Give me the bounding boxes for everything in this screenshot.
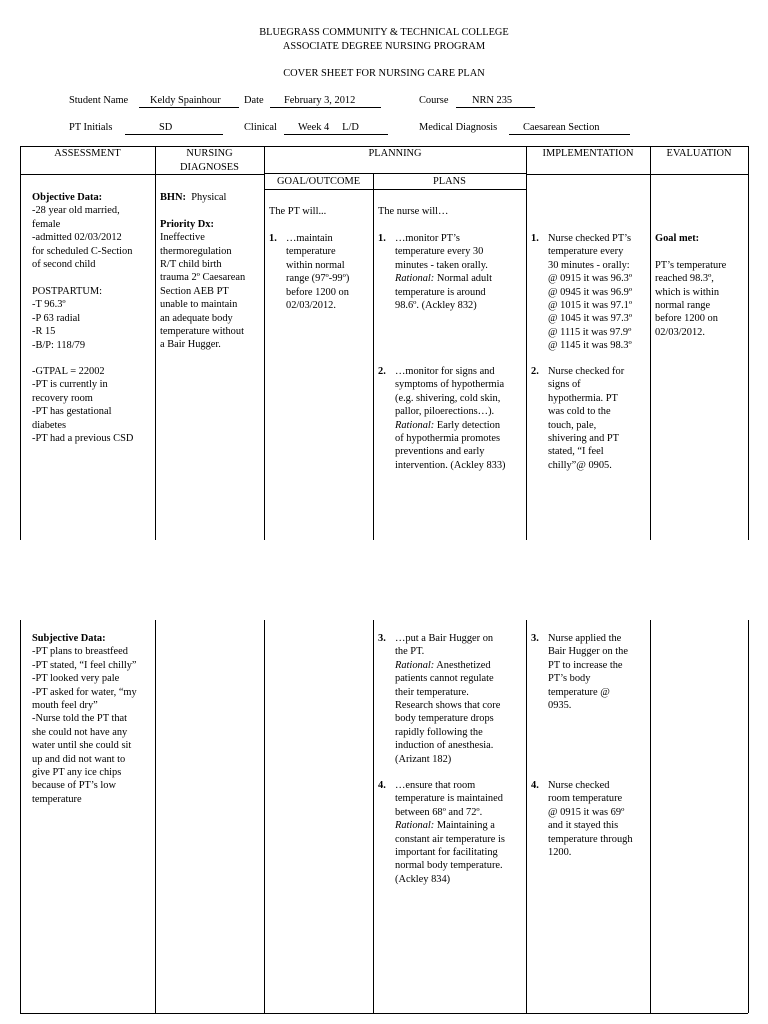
col-divider <box>650 146 651 540</box>
implementation-line: hypothermia. PT <box>548 392 618 404</box>
goal-line: before 1200 on <box>286 286 349 298</box>
planning-subheader-border <box>264 173 526 174</box>
bhn-value: Physical <box>191 192 227 203</box>
plan-number: 1. <box>378 233 386 244</box>
implementation-line: was cold to the <box>548 406 611 418</box>
rational-line: constant air temperature is <box>395 833 505 845</box>
implementation-line: stated, “I feel <box>548 446 604 458</box>
col-header-plans: PLANS <box>433 176 466 187</box>
col-divider <box>526 146 527 540</box>
implementation-number: 3. <box>531 633 539 644</box>
plan-line: symptoms of hypothermia <box>395 379 505 391</box>
subjective-line: -Nurse told the PT that <box>32 713 128 725</box>
program-name: ASSOCIATE DEGREE NURSING PROGRAM <box>282 41 486 52</box>
rational-line: 98.6º. (Ackley 832) <box>395 300 477 312</box>
objective-line: female <box>32 218 61 230</box>
pt-initials-value: SD <box>125 121 223 135</box>
rational-line: rapidly following the <box>395 726 483 738</box>
college-name: BLUEGRASS COMMUNITY & TECHNICAL COLLEGE <box>259 27 509 38</box>
rational-line: Early detection <box>436 419 501 431</box>
implementation-line: temperature @ <box>548 686 610 698</box>
col-header-diagnoses: DIAGNOSES <box>180 162 239 173</box>
rational-line: Normal adult <box>436 273 492 285</box>
col-divider <box>20 146 21 540</box>
implementation-line: @ 1115 it was 97.9º <box>548 326 632 338</box>
col-divider <box>264 146 265 540</box>
implementation-line: PT’s body <box>548 673 591 685</box>
rational-line: intervention. (Ackley 833) <box>395 459 506 471</box>
vital-sign: -T 96.3º <box>32 299 66 311</box>
plan-line: temperature is maintained <box>395 793 503 805</box>
table-bottom-border <box>20 1013 748 1014</box>
rational-line: (Arizant 182) <box>395 753 452 765</box>
implementation-line: and it stayed this <box>548 820 619 832</box>
history-line: diabetes <box>32 419 67 431</box>
col-header-evaluation: EVALUATION <box>666 148 732 159</box>
goal-line: temperature <box>286 246 336 258</box>
plan-line: pallor, piloerections…). <box>395 406 495 418</box>
implementation-number: 4. <box>531 780 539 791</box>
page-title: COVER SHEET FOR NURSING CARE PLAN <box>283 68 485 79</box>
history-line: -PT has gestational <box>32 406 112 418</box>
implementation-line: touch, pale, <box>548 419 597 431</box>
implementation-line: Bair Hugger on the <box>548 646 628 658</box>
priority-line: R/T child birth <box>160 259 222 271</box>
plan-line: minutes - taken orally. <box>395 259 488 271</box>
rational-line: induction of anesthesia. <box>395 740 494 752</box>
implementation-line: chilly”@ 0905. <box>548 459 612 471</box>
col-divider <box>155 146 156 540</box>
implementation-line: @ 0915 it was 69º <box>548 806 625 818</box>
rational-line: (Ackley 834) <box>395 873 451 885</box>
pt-initials-label: PT Initials <box>69 122 113 133</box>
plan-number: 2. <box>378 366 386 377</box>
plan-line: …monitor for signs and <box>395 366 495 377</box>
subjective-line: mouth feel dry” <box>32 700 98 712</box>
col-divider <box>155 620 156 1013</box>
subjective-line: -PT stated, “I feel chilly” <box>32 659 137 671</box>
date-label: Date <box>244 95 264 106</box>
rational-line: temperature is around <box>395 286 486 298</box>
plans-intro: The nurse will… <box>378 206 449 217</box>
goal-line: 02/03/2012. <box>286 300 336 312</box>
bhn-label: BHN: <box>160 192 186 203</box>
implementation-line: 1200. <box>548 847 572 859</box>
subjective-heading: Subjective Data: <box>32 633 106 644</box>
evaluation-line: reached 98.3º, <box>655 273 714 285</box>
clinical-label: Clinical <box>244 122 277 133</box>
priority-heading: Priority Dx: <box>160 218 214 230</box>
col-divider <box>373 173 374 540</box>
rational-line: Anesthetized <box>436 659 491 671</box>
objective-line: for scheduled C-Section <box>32 245 133 257</box>
plan-number: 4. <box>378 780 386 791</box>
priority-line: trauma 2º Caesarean <box>160 272 246 284</box>
diagnosis-label: Medical Diagnosis <box>419 122 498 133</box>
postpartum-heading: POSTPARTUM: <box>32 286 103 297</box>
implementation-line: Nurse applied the <box>548 633 622 644</box>
rational-label: Rational: <box>395 273 435 285</box>
priority-line: a Bair Hugger. <box>160 339 221 351</box>
evaluation-line: which is within <box>655 286 720 298</box>
implementation-line: @ 1045 it was 97.3º <box>548 313 633 325</box>
vital-sign: -R 15 <box>32 326 56 338</box>
evaluation-line: PT’s temperature <box>655 259 727 271</box>
header-bottom-border-right <box>526 174 748 175</box>
implementation-line: Nurse checked for <box>548 366 625 377</box>
implementation-line: @ 1145 it was 98.3º <box>548 340 632 352</box>
goal-number: 1. <box>269 233 277 244</box>
subjective-line: because of PT’s low <box>32 780 116 792</box>
rational-line: preventions and early <box>395 446 485 458</box>
plan-line: (e.g. shivering, cold skin, <box>395 392 501 404</box>
rational-line: Research shows that core <box>395 700 501 712</box>
student-name-value: Keldy Spainhour <box>139 94 239 108</box>
objective-heading: Objective Data: <box>32 192 103 203</box>
subjective-line: -PT looked very pale <box>32 673 120 685</box>
plan-line: temperature every 30 <box>395 246 484 258</box>
rational-line: their temperature. <box>395 686 469 698</box>
implementation-line: Nurse checked <box>548 780 610 791</box>
col-header-nursing: NURSING <box>186 148 233 159</box>
rational-label: Rational: <box>395 659 435 671</box>
plan-line: the PT. <box>395 646 425 658</box>
col-header-assessment: ASSESSMENT <box>54 148 121 159</box>
evaluation-cell <box>655 232 726 339</box>
col-header-goal: GOAL/OUTCOME <box>276 176 361 187</box>
plan-line: …ensure that room <box>395 780 476 791</box>
implementation-line: 30 minutes - orally: <box>548 259 630 271</box>
plan-line: …put a Bair Hugger on <box>395 633 494 644</box>
implementation-line: temperature every <box>548 246 624 258</box>
col-header-implementation: IMPLEMENTATION <box>542 148 634 159</box>
subjective-line: -PT plans to breastfeed <box>32 646 128 658</box>
rational-line: body temperature drops <box>395 713 494 725</box>
implementation-line: @ 1015 it was 97.1º <box>548 300 633 312</box>
subjective-line: temperature <box>32 793 82 805</box>
assessment-postpartum <box>32 285 102 352</box>
col-header-planning: PLANNING <box>368 148 422 159</box>
subjective-line: give PT any ice chips <box>32 767 122 779</box>
goal-line: within normal <box>286 259 345 271</box>
plan-line: …monitor PT’s <box>395 233 460 244</box>
rational-label: Rational: <box>395 820 435 832</box>
subjective-line: -PT asked for water, “my <box>32 686 137 698</box>
col-divider <box>748 146 749 540</box>
vital-sign: -P 63 radial <box>32 312 81 324</box>
assessment-subjective <box>32 632 137 806</box>
evaluation-heading: Goal met: <box>655 233 700 244</box>
implementation-number: 2. <box>531 366 539 377</box>
implementation-line: temperature through <box>548 833 633 845</box>
vital-sign: -B/P: 118/79 <box>32 339 86 351</box>
implementation-line: room temperature <box>548 793 623 805</box>
subjective-line: she could not have any <box>32 726 128 738</box>
implementation-line: shivering and PT <box>548 433 619 445</box>
subjective-line: water until she could sit <box>32 740 132 752</box>
objective-line: of second child <box>32 259 96 271</box>
priority-line: Section AEB PT <box>160 285 229 297</box>
col-divider <box>264 620 265 1013</box>
diagnosis-value: Caesarean Section <box>509 121 630 135</box>
implementation-line: @ 0915 it was 96.3º <box>548 273 633 285</box>
subjective-line: up and did not want to <box>32 753 126 765</box>
priority-line: temperature without <box>160 326 244 338</box>
history-line: -GTPAL = 22002 <box>32 366 105 377</box>
col-divider <box>20 620 21 1013</box>
priority-line: Ineffective <box>160 232 205 244</box>
student-name-label: Student Name <box>69 95 129 106</box>
plan-number: 3. <box>378 633 386 644</box>
goal-intro: The PT will... <box>269 206 327 217</box>
rational-label: Rational: <box>395 419 435 431</box>
evaluation-line: before 1200 on <box>655 313 718 325</box>
col-divider <box>748 620 749 1013</box>
implementation-line: PT to increase the <box>548 659 623 671</box>
goal-line: …maintain <box>286 233 333 244</box>
history-line: recovery room <box>32 392 93 404</box>
history-line: -PT had a previous CSD <box>32 433 134 445</box>
implementation-line: 0935. <box>548 700 572 712</box>
objective-line: -admitted 02/03/2012 <box>32 232 122 244</box>
rational-line: normal body temperature. <box>395 860 503 872</box>
assessment-history <box>32 365 133 445</box>
implementation-number: 1. <box>531 233 539 244</box>
assessment-objective <box>32 191 132 271</box>
priority-line: unable to maintain <box>160 299 238 311</box>
objective-line: -28 year old married, <box>32 205 120 217</box>
priority-line: an adequate body <box>160 312 233 324</box>
clinical-value: Week 4 L/D <box>284 121 388 135</box>
date-value: February 3, 2012 <box>270 94 381 108</box>
col-divider <box>650 620 651 1013</box>
header-bottom-border <box>264 189 526 190</box>
diagnoses-cell <box>160 191 245 352</box>
col-divider <box>526 620 527 1013</box>
goal-line: range (97º-99º) <box>286 273 350 285</box>
rational-line: Maintaining a <box>436 820 495 832</box>
priority-line: thermoregulation <box>160 245 232 257</box>
evaluation-line: 02/03/2012. <box>655 326 705 338</box>
col-divider <box>373 620 374 1013</box>
course-label: Course <box>419 95 449 106</box>
evaluation-line: normal range <box>655 300 711 312</box>
implementation-line: Nurse checked PT’s <box>548 233 632 244</box>
plan-line: between 68º and 72º. <box>395 806 483 818</box>
rational-line: patients cannot regulate <box>395 673 494 685</box>
implementation-line: signs of <box>548 379 581 391</box>
course-value: NRN 235 <box>456 94 535 108</box>
rational-line: of hypothermia promotes <box>395 433 501 445</box>
rational-line: important for facilitating <box>395 847 498 859</box>
implementation-line: @ 0945 it was 96.9º <box>548 286 633 298</box>
history-line: -PT is currently in <box>32 379 108 391</box>
